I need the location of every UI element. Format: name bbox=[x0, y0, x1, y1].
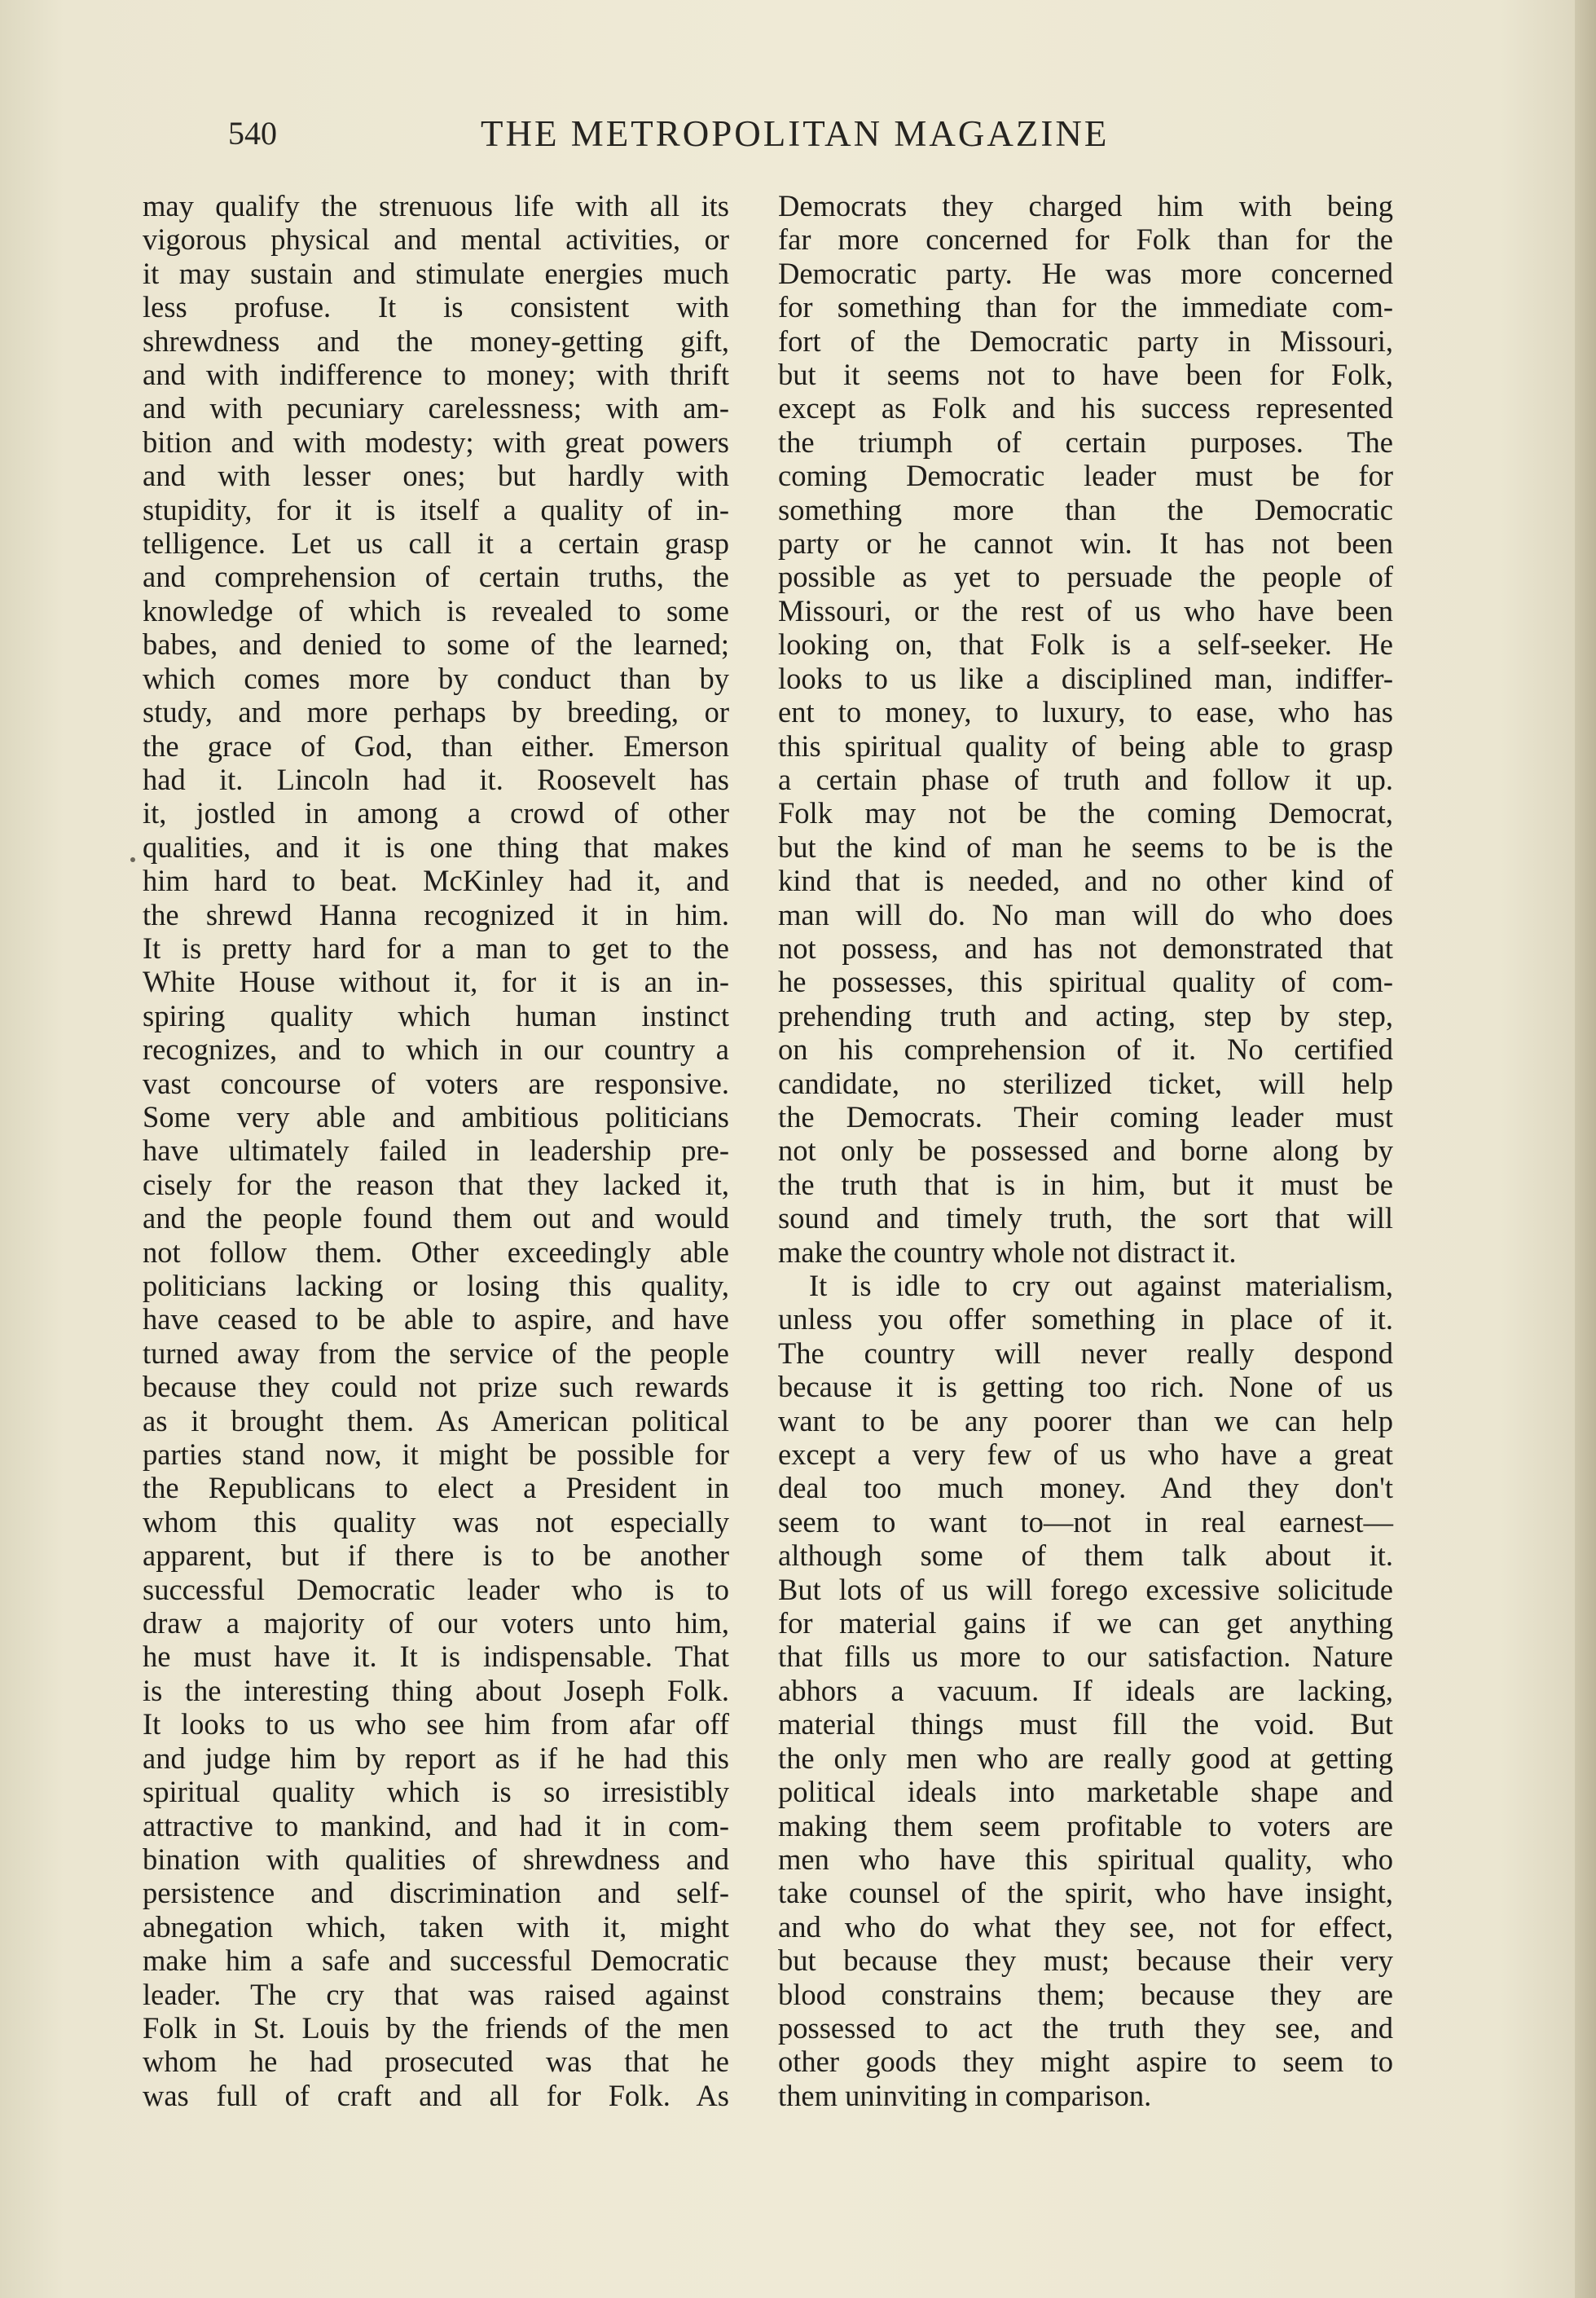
text-line: possessed to act the truth they see, and bbox=[778, 2010, 1393, 2045]
text-line: knowledge of which is revealed to some bbox=[143, 593, 729, 627]
text-line: candidate, no sterilized ticket, will help bbox=[778, 1066, 1393, 1100]
text-line: this spiritual quality of being able to grasp bbox=[778, 729, 1393, 763]
text-line: have ultimately failed in leadership pre- bbox=[143, 1134, 729, 1168]
text-line: whom he had prosecuted was that he bbox=[143, 2045, 729, 2079]
text-line: Folk in St. Louis by the friends of the men bbox=[143, 2010, 729, 2045]
running-title: THE METROPOLITAN MAGAZINE bbox=[481, 113, 1110, 154]
text-line: it may sustain and stimulate energies much bbox=[143, 256, 729, 290]
text-line: abhors a vacuum. If ideals are lacking, bbox=[778, 1673, 1393, 1707]
left-column bbox=[143, 189, 729, 2112]
text-line: recognizes, and to which in our country a bbox=[143, 1032, 729, 1067]
text-line: because it is getting too rich. None of us bbox=[778, 1370, 1393, 1404]
text-line: seem to want to—not in real earnest— bbox=[778, 1504, 1393, 1539]
text-line: coming Democratic leader must be for bbox=[778, 459, 1393, 493]
text-line: politicians lacking or losing this quality, bbox=[143, 1269, 729, 1302]
text-line: But lots of us will forego excessive solicitude bbox=[778, 1572, 1393, 1606]
text-line: and with lesser ones; but hardly with bbox=[143, 459, 729, 493]
text-line: something more than the Democratic bbox=[778, 492, 1393, 526]
text-line: which comes more by conduct than by bbox=[143, 661, 729, 695]
text-line: cisely for the reason that they lacked it, bbox=[143, 1167, 729, 1201]
text-line: may qualify the strenuous life with all its bbox=[143, 189, 729, 222]
text-line: making them seem profitable to voters are bbox=[778, 1808, 1393, 1842]
text-line: for material gains if we can get anything bbox=[778, 1606, 1393, 1640]
text-line: is the interesting thing about Joseph Folk. bbox=[143, 1673, 729, 1707]
speck-mark bbox=[130, 857, 135, 862]
text-line: Missouri, or the rest of us who have been bbox=[778, 593, 1393, 627]
text-line: spiring quality which human instinct bbox=[143, 998, 729, 1032]
text-line: vigorous physical and mental activities, or bbox=[143, 222, 729, 257]
text-line: material things must fill the void. But bbox=[778, 1707, 1393, 1741]
text-line: but it seems not to have been for Folk, bbox=[778, 358, 1393, 392]
text-line: political ideals into marketable shape and bbox=[778, 1775, 1393, 1809]
text-line: as it brought them. As American political bbox=[143, 1403, 729, 1437]
text-line: he possesses, this spiritual quality of com- bbox=[778, 965, 1393, 999]
text-line: leader. The cry that was raised against bbox=[143, 1977, 729, 2011]
text-line: them uninviting in comparison. bbox=[778, 2078, 1152, 2112]
text-line: and comprehension of certain truths, the bbox=[143, 560, 729, 594]
text-line: on his comprehension of it. No certified bbox=[778, 1032, 1393, 1067]
text-line: Folk may not be the coming Democrat, bbox=[778, 796, 1393, 830]
text-line: vast concourse of voters are responsive. bbox=[143, 1066, 729, 1100]
text-line: the triumph of certain purposes. The bbox=[778, 425, 1393, 459]
text-line: It is idle to cry out against materialism, bbox=[809, 1269, 1393, 1302]
text-line: the Democrats. Their coming leader must bbox=[778, 1099, 1393, 1134]
text-line: turned away from the service of the people bbox=[143, 1336, 729, 1370]
text-line: whom this quality was not especially bbox=[143, 1504, 729, 1539]
text-line: the shrewd Hanna recognized it in him. bbox=[143, 897, 729, 931]
text-line: prehending truth and acting, step by step, bbox=[778, 998, 1393, 1032]
text-line: and with indifference to money; with thrift bbox=[143, 358, 729, 392]
text-line: fort of the Democratic party in Missouri, bbox=[778, 324, 1393, 358]
text-line: a certain phase of truth and follow it up. bbox=[778, 762, 1393, 796]
text-line: shrewdness and the money-getting gift, bbox=[143, 324, 729, 358]
text-line: looking on, that Folk is a self-seeker. He bbox=[778, 627, 1393, 662]
text-line: stupidity, for it is itself a quality of in- bbox=[143, 492, 729, 526]
text-line: kind that is needed, and no other kind of bbox=[778, 864, 1393, 898]
text-line: draw a majority of our voters unto him, bbox=[143, 1606, 729, 1640]
text-line: parties stand now, it might be possible for bbox=[143, 1437, 729, 1472]
text-line: bition and with modesty; with great powers bbox=[143, 425, 729, 459]
text-line: and judge him by report as if he had this bbox=[143, 1741, 729, 1775]
text-line: It is pretty hard for a man to get to the bbox=[143, 931, 729, 965]
text-line: possible as yet to persuade the people of bbox=[778, 560, 1393, 594]
text-line: the truth that is in him, but it must be bbox=[778, 1167, 1393, 1201]
text-line: telligence. Let us call it a certain grasp bbox=[143, 526, 729, 561]
text-line: far more concerned for Folk than for the bbox=[778, 222, 1393, 257]
text-line: ent to money, to luxury, to ease, who has bbox=[778, 695, 1393, 729]
text-line: it, jostled in among a crowd of other bbox=[143, 796, 729, 830]
text-line: deal too much money. And they don't bbox=[778, 1471, 1393, 1505]
text-line: except a very few of us who have a great bbox=[778, 1437, 1393, 1472]
text-line: party or he cannot win. It has not been bbox=[778, 526, 1393, 561]
text-line: him hard to beat. McKinley had it, and bbox=[143, 864, 729, 898]
text-line: Democratic party. He was more concerned bbox=[778, 256, 1393, 290]
text-line: for something than for the immediate com- bbox=[778, 290, 1393, 324]
text-line: was full of craft and all for Folk. As bbox=[143, 2078, 729, 2112]
text-line: although some of them talk about it. bbox=[778, 1539, 1393, 1573]
text-line: men who have this spiritual quality, who bbox=[778, 1842, 1393, 1876]
text-line: abnegation which, taken with it, might bbox=[143, 1909, 729, 1944]
text-line: want to be any poorer than we can help bbox=[778, 1403, 1393, 1437]
text-line: sound and timely truth, the sort that will bbox=[778, 1201, 1393, 1235]
text-line: but because they must; because their very bbox=[778, 1944, 1393, 1978]
page-number: 540 bbox=[228, 115, 277, 152]
text-line: not follow them. Other exceedingly able bbox=[143, 1235, 729, 1269]
page-edge bbox=[1575, 0, 1596, 2298]
text-line: less profuse. It is consistent with bbox=[143, 290, 729, 324]
text-line: but the kind of man he seems to be is the bbox=[778, 830, 1393, 864]
text-line: have ceased to be able to aspire, and have bbox=[143, 1302, 729, 1336]
text-line: Some very able and ambitious politicians bbox=[143, 1099, 729, 1134]
text-line: babes, and denied to some of the learned; bbox=[143, 627, 729, 662]
text-line: spiritual quality which is so irresistibly bbox=[143, 1775, 729, 1809]
page-header bbox=[228, 111, 1165, 168]
text-line: the only men who are really good at getting bbox=[778, 1741, 1393, 1775]
text-line: It looks to us who see him from afar off bbox=[143, 1707, 729, 1741]
text-line: bination with qualities of shrewdness and bbox=[143, 1842, 729, 1876]
right-column bbox=[778, 189, 1393, 2112]
text-line: qualities, and it is one thing that makes bbox=[143, 830, 729, 864]
text-line: and the people found them out and would bbox=[143, 1201, 729, 1235]
text-line: make the country whole not distract it. bbox=[778, 1235, 1237, 1269]
text-line: unless you offer something in place of it. bbox=[778, 1302, 1393, 1336]
text-line: study, and more perhaps by breeding, or bbox=[143, 695, 729, 729]
text-line: except as Folk and his success represented bbox=[778, 391, 1393, 425]
text-line: other goods they might aspire to seem to bbox=[778, 2045, 1393, 2079]
text-line: that fills us more to our satisfaction. Nature bbox=[778, 1640, 1393, 1674]
text-line: White House without it, for it is an in- bbox=[143, 965, 729, 999]
text-line: because they could not prize such rewards bbox=[143, 1370, 729, 1404]
text-line: make him a safe and successful Democratic bbox=[143, 1944, 729, 1978]
text-line: The country will never really despond bbox=[778, 1336, 1393, 1370]
text-line: the grace of God, than either. Emerson bbox=[143, 729, 729, 763]
text-line: not only be possessed and borne along by bbox=[778, 1134, 1393, 1168]
text-line: the Republicans to elect a President in bbox=[143, 1471, 729, 1505]
text-line: and with pecuniary carelessness; with am- bbox=[143, 391, 729, 425]
text-line: and who do what they see, not for effect, bbox=[778, 1909, 1393, 1944]
text-line: man will do. No man will do who does bbox=[778, 897, 1393, 931]
text-line: Democrats they charged him with being bbox=[778, 189, 1393, 222]
text-line: not possess, and has not demonstrated that bbox=[778, 931, 1393, 965]
text-line: had it. Lincoln had it. Roosevelt has bbox=[143, 762, 729, 796]
text-line: take counsel of the spirit, who have insight, bbox=[778, 1876, 1393, 1910]
text-line: looks to us like a disciplined man, indiffer- bbox=[778, 661, 1393, 695]
text-line: he must have it. It is indispensable. That bbox=[143, 1640, 729, 1674]
text-line: apparent, but if there is to be another bbox=[143, 1539, 729, 1573]
text-line: successful Democratic leader who is to bbox=[143, 1572, 729, 1606]
text-line: attractive to mankind, and had it in com- bbox=[143, 1808, 729, 1842]
text-line: blood constrains them; because they are bbox=[778, 1977, 1393, 2011]
text-line: persistence and discrimination and self- bbox=[143, 1876, 729, 1910]
